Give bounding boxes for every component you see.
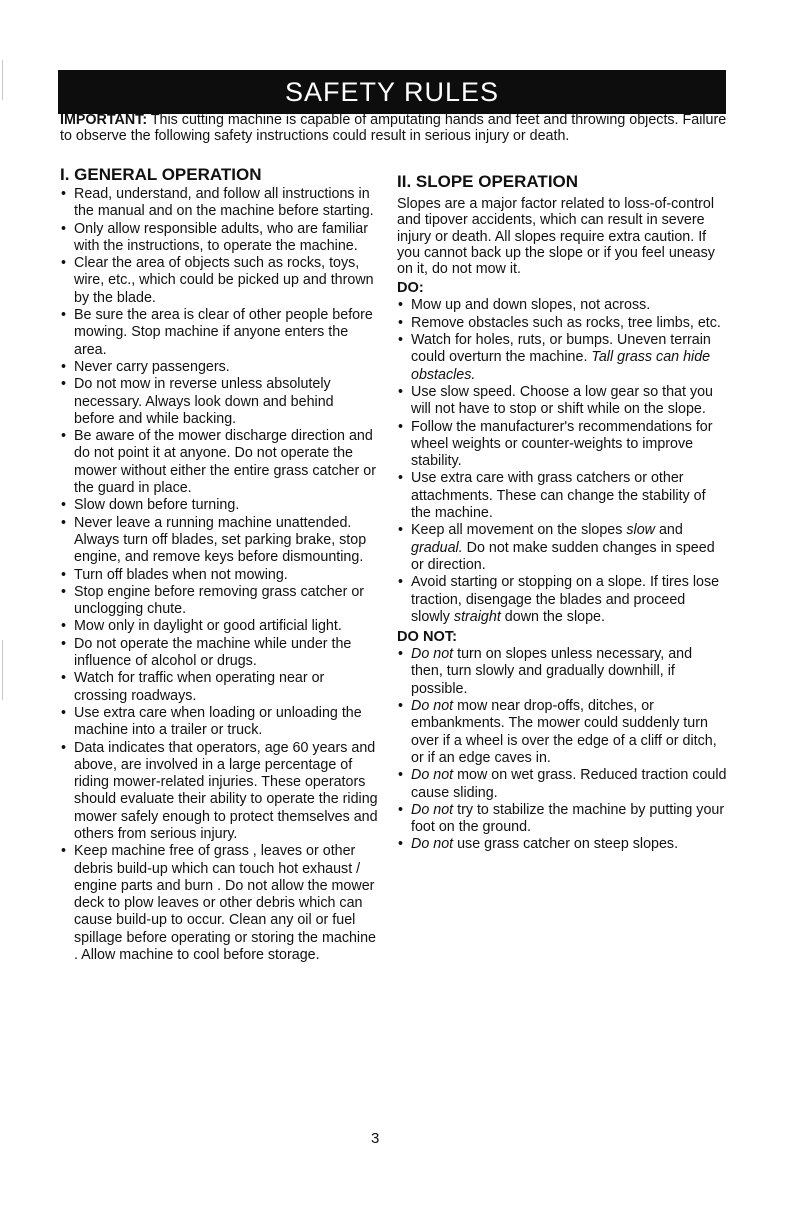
general-operation-list bbox=[60, 186, 378, 964]
bullet-icon: • bbox=[398, 522, 404, 539]
list-item: • Do not try to stabilize the machine by putting your foot on the ground. bbox=[398, 801, 725, 836]
bullet-icon: • bbox=[61, 739, 67, 756]
safety-rules-banner: SAFETY RULES bbox=[58, 70, 726, 114]
list-item: • Do not operate the machine while under the influence of alcohol or drugs. bbox=[61, 635, 352, 670]
list-item: • Slow down before turning. bbox=[61, 497, 240, 514]
bullet-icon: • bbox=[398, 836, 404, 853]
bullet-icon: • bbox=[61, 670, 67, 687]
list-item: • Do not mow in reverse unless absolutely necessary. Always look down and behind before and while backing. bbox=[61, 376, 334, 427]
list-item: • Be sure the area is clear of other people before mowing. Stop machine if anyone enters the area. bbox=[61, 307, 373, 358]
list-item: • Do not mow on wet grass. Reduced traction could cause sliding. bbox=[398, 767, 727, 801]
important-notice bbox=[60, 113, 730, 144]
slope-operation-section bbox=[397, 172, 727, 854]
do-not-heading: DO NOT: bbox=[397, 629, 457, 646]
bullet-icon: • bbox=[61, 843, 67, 860]
bullet-icon: • bbox=[61, 497, 67, 514]
bullet-icon: • bbox=[61, 704, 67, 721]
scan-edge-mark bbox=[2, 640, 3, 700]
list-item: • Follow the manufacturer's recommendations for wheel weights or counter-weights to improve stability. bbox=[398, 418, 713, 470]
bullet-icon: • bbox=[61, 428, 67, 445]
bullet-icon: • bbox=[61, 307, 67, 324]
bullet-icon: • bbox=[61, 186, 67, 202]
list-item: • Use extra care when loading or unloading the machine into a trailer or truck. bbox=[61, 704, 362, 739]
bullet-icon: • bbox=[61, 618, 67, 635]
bullet-icon: • bbox=[398, 767, 404, 784]
bullet-icon: • bbox=[398, 801, 404, 818]
list-item: • Do not mow near drop-offs, ditches, or embankments. The mower could suddenly turn over if a wheel is over the edge of a cliff or ditch, or if an edge caves in. bbox=[398, 698, 717, 766]
list-item: • Avoid starting or stopping on a slope. If tires lose traction, disengage the blades and proceed slowly straight down the slope. bbox=[398, 574, 720, 625]
bullet-icon: • bbox=[61, 635, 67, 652]
list-item: • Remove obstacles such as rocks, tree limbs, etc. bbox=[398, 314, 721, 331]
bullet-icon: • bbox=[61, 358, 67, 375]
bullet-icon: • bbox=[398, 418, 404, 435]
slope-operation-heading: II. SLOPE OPERATION bbox=[397, 172, 579, 191]
do-not-list bbox=[397, 646, 727, 854]
bullet-icon: • bbox=[398, 646, 404, 663]
slope-intro: Slopes are a major factor related to loss-of-control and tipover accidents, which can result in severe injury or death. All slopes require extra caution. If you cannot back up the slope or if you feel uneasy on it, do not mow it. bbox=[397, 196, 715, 278]
list-item: • Data indicates that operators, age 60 years and above, are involved in a large percentage of riding mower-related injuries. These operators should evaluate their ability to operate the riding mower safely enough to protect themselves and others from serious injury. bbox=[61, 739, 378, 842]
list-item: • Never leave a running machine unattended. Always turn off blades, set parking brake, stop engine, and remove keys before dismounting. bbox=[61, 514, 367, 566]
list-item: • Watch for traffic when operating near or crossing roadways. bbox=[61, 670, 325, 704]
scan-edge-mark bbox=[2, 60, 3, 100]
bullet-icon: • bbox=[61, 255, 67, 272]
bullet-icon: • bbox=[398, 332, 404, 349]
bullet-icon: • bbox=[61, 566, 67, 583]
list-item: • Use extra care with grass catchers or other attachments. These can change the stability of the machine. bbox=[398, 470, 706, 522]
list-item: • Keep all movement on the slopes slow and gradual. Do not make sudden changes in speed or direction. bbox=[398, 522, 715, 573]
list-item: • Read, understand, and follow all instructions in the manual and on the machine before starting. bbox=[61, 186, 374, 220]
important-text: This cutting machine is capable of amputating hands and feet and throwing objects. Failure to observe the following safety instructions could result in serious injury or death. bbox=[60, 112, 727, 144]
bullet-icon: • bbox=[61, 583, 67, 600]
general-operation-section bbox=[60, 165, 378, 964]
list-item: • Stop engine before removing grass catcher or unclogging chute. bbox=[61, 583, 365, 618]
list-item: • Only allow responsible adults, who are familiar with the instructions, to operate the machine. bbox=[61, 220, 369, 254]
list-item: • Turn off blades when not mowing. bbox=[61, 566, 288, 583]
bullet-icon: • bbox=[398, 297, 404, 314]
list-item: • Be aware of the mower discharge direction and do not point it at anyone. Do not operate the mower without either the entire grass catcher or the guard in place. bbox=[61, 428, 376, 497]
list-item: • Clear the area of objects such as rocks, toys, wire, etc., which could be picked up and thrown by the blade. bbox=[61, 255, 374, 306]
general-operation-heading: I. GENERAL OPERATION bbox=[60, 165, 262, 184]
list-item: • Never carry passengers. bbox=[61, 358, 230, 375]
list-item: • Do not turn on slopes unless necessary, and then, turn slowly and gradually downhill, if possible. bbox=[398, 646, 693, 697]
bullet-icon: • bbox=[398, 698, 404, 715]
bullet-icon: • bbox=[61, 220, 67, 237]
bullet-icon: • bbox=[61, 376, 67, 393]
bullet-icon: • bbox=[398, 314, 404, 331]
bullet-icon: • bbox=[61, 514, 67, 531]
do-list bbox=[397, 297, 727, 626]
bullet-icon: • bbox=[398, 470, 404, 487]
list-item: • Do not use grass catcher on steep slopes. bbox=[398, 836, 679, 853]
bullet-icon: • bbox=[398, 574, 404, 591]
list-item: • Mow up and down slopes, not across. bbox=[398, 297, 651, 314]
list-item: • Watch for holes, ruts, or bumps. Uneven terrain could overturn the machine. Tall grass can hide obstacles. bbox=[398, 332, 711, 383]
important-label: IMPORTANT: bbox=[60, 112, 148, 128]
list-item: • Use slow speed. Choose a low gear so that you will not have to stop or shift while on the slope. bbox=[398, 383, 713, 418]
page-number: 3 bbox=[371, 1130, 380, 1147]
do-heading: DO: bbox=[397, 280, 424, 297]
bullet-icon: • bbox=[398, 383, 404, 400]
list-item: • Keep machine free of grass , leaves or other debris build-up which can touch hot exhaust / engine parts and burn . Do not allow the mower deck to plow leaves or other debris which can cause build-up to occur. Clean any oil or fuel spillage before operating or storing the machine . Allow machine to cool before storage. bbox=[61, 843, 377, 964]
list-item: • Mow only in daylight or good artificial light. bbox=[61, 618, 342, 635]
